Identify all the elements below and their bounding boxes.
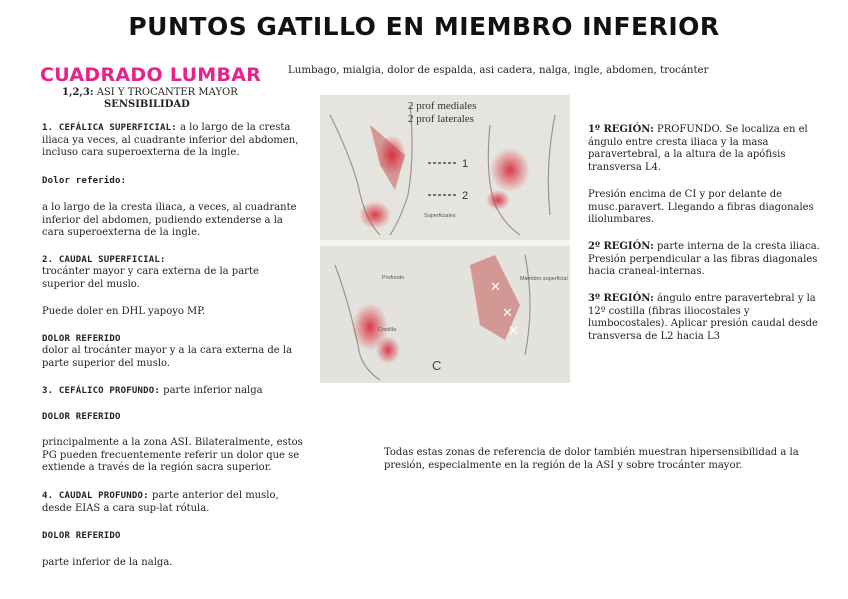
deep-trigger-x-3: ✕ [508,323,519,338]
point-1-label: 1. CEFÁLICA SUPERFICIAL: [42,123,177,133]
symptoms-line: Lumbago, mialgia, dolor de espalda, asi cadera, nalga, ingle, abdomen, trocánter [288,65,709,76]
point-2-label: 2. CAUDAL SUPERFICIAL: [42,255,166,265]
referred-pain-label-4: DOLOR REFERIDO [42,531,121,541]
panel-divider [320,240,570,246]
label-profundo: Profundo [382,275,405,281]
region-2-text: parte interna de la cresta iliaca. Presión perpendicular a las fibras diagonales hacia craneal-internas. [588,241,820,277]
trigger-zone-upper-left [378,135,406,175]
referred-pain-text-4: parte inferior de la nalga. [42,557,173,568]
referred-pain-text-2: dolor al trocánter mayor y a la cara externa de la parte superior del muslo. [42,345,293,369]
point-1-text: a lo largo de la cresta iliaca ya veces, al cuadrante inferior del abdomen, incluso cara superoexterna de la ingle. [42,122,299,158]
bottom-note: Todas estas zonas de referencia de dolor también muestran hipersensibilidad a la presión, especialmente en la región de la ASI y sobre trocánter mayor. [384,447,799,471]
subheading-text: ASI Y TROCANTER MAYOR [93,87,238,98]
point-1 [42,122,304,160]
page-title: PUNTOS GATILLO EN MIEMBRO INFERIOR [128,12,720,41]
label-superficiales: Superficiales [424,213,456,219]
point-2-extra: Puede doler en DHL yapoyo MP. [42,306,206,317]
deep-trigger-x-1: ✕ [490,279,501,294]
region-3-text: ángulo entre paravertebral y la 12º costilla (fibras iliocostales y lumbocostales). Aplicar presión caudal desde transversa de L2 hacia L3 [588,293,818,342]
label-miembro: Miembro superficial [520,276,568,282]
point-3-label: 3. CEFÁLICO PROFUNDO: [42,386,160,396]
region-3 [588,293,828,343]
region-3-label: 3º REGIÓN: [588,293,654,304]
referred-pain-text-3: principalmente a la zona ASI. Bilateralmente, estos PG pueden frecuentemente referir un dolor que se extiende a través de la región sacra superior. [42,437,303,473]
arrow-1-label: 1 [462,158,469,170]
region-1-text: PROFUNDO. Se localiza en el ángulo entre cresta iliaca y la masa paravertebral, a la altura de la apófisis transversa L4. [588,124,808,173]
trigger-zone-right-lower [486,190,510,210]
label-c: C [432,358,442,373]
label-costilla: Costilla [378,327,397,333]
label-lateral: 2 prof laterales [408,113,474,125]
region-1 [588,124,828,174]
region-1-extra: Presión encima de CI y por delante de musc.paravert. Llegando a fibras diagonales iliolumbares. [588,189,814,225]
trigger-point-illustration [320,95,570,383]
region-2 [588,241,828,279]
region-1-label: 1º REGIÓN: [588,124,654,135]
referred-pain-text-1: a lo largo de la cresta iliaca, a veces, al cuadrante inferior del abdomen, pudiendo extenderse a la cara superoexterna de la ingle. [42,202,297,238]
trigger-zone-buttock-left [359,201,391,229]
referred-pain-label-1: Dolor referido: [42,176,127,186]
point-4 [42,490,304,515]
arrow-2-label: 2 [462,190,469,202]
trigger-zone-thigh [376,336,400,364]
point-3-text: parte inferior nalga [160,385,263,396]
anatomy-svg [320,95,570,383]
point-2-text: trocánter mayor y cara externa de la parte superior del muslo. [42,266,259,290]
trigger-zone-right [490,148,530,192]
sensitivity-heading: SENSIBILIDAD [104,99,190,110]
subheading-prefix: 1,2,3: [62,87,94,98]
referred-pain-label-2: DOLOR REFERIDO [42,334,121,344]
referred-pain-label-3: DOLOR REFERIDO [42,412,121,422]
muscle-heading: CUADRADO LUMBAR [40,64,262,86]
point-3 [42,385,304,398]
region-2-label: 2º REGIÓN: [588,241,654,252]
subheading [62,87,238,99]
point-4-label: 4. CAUDAL PROFUNDO: [42,491,149,501]
label-medial: 2 prof mediales [408,100,477,112]
point-4-text: parte anterior del muslo, desde EIAS a cara sup-lat rótula. [42,490,279,514]
deep-trigger-x-2: ✕ [502,305,513,320]
